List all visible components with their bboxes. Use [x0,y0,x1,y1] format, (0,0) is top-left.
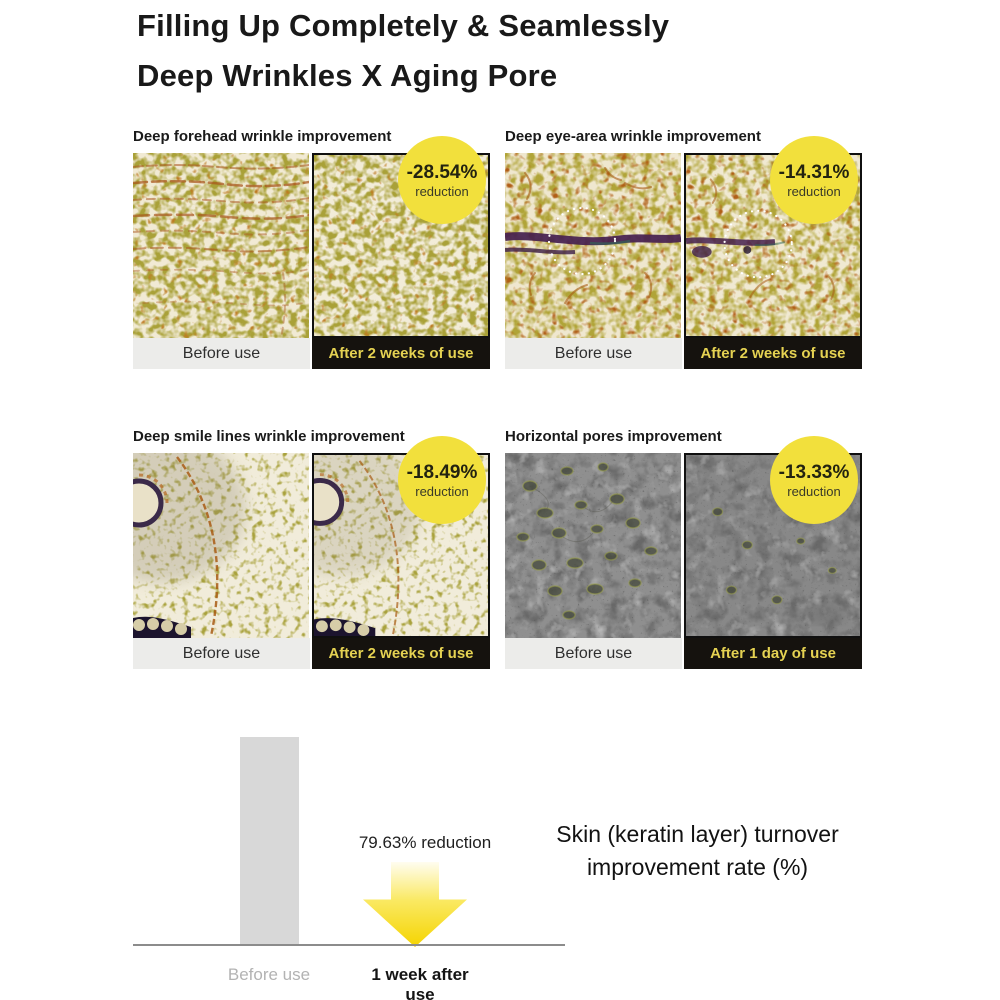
chart-title-line-2: improvement rate (%) [586,854,809,880]
panel-title: Deep smile lines wrinkle improvement [133,428,405,445]
badge-caption: reduction [787,183,841,199]
chart-title [540,818,855,884]
chart-bar-before [240,737,299,944]
chart-title-line-1: Skin (keratin layer) turnover [556,821,839,847]
before-photo-pores [505,453,681,638]
before-use-caption: Before use [133,338,310,369]
panel-title: Deep eye-area wrinkle improvement [505,128,761,145]
panel-forehead [133,128,490,370]
reduction-badge [770,436,858,524]
badge-caption: reduction [415,483,469,499]
panel-pores [505,428,862,670]
before-photo-smile [133,453,309,638]
badge-caption: reduction [787,483,841,499]
before-use-caption: Before use [133,638,310,669]
panel-eye-area [505,128,862,370]
chart-category-before: Before use [227,965,311,984]
badge-value: -13.33% [778,461,850,483]
badge-value: -28.54% [406,161,478,183]
after-use-caption: After 1 day of use [684,638,862,669]
chart-annotation: 79.63% reduction [358,833,492,852]
page-title-line-2: Deep Wrinkles X Aging Pore [137,58,558,93]
reduction-badge [398,436,486,524]
panel-smile-lines [133,428,490,670]
after-use-caption: After 2 weeks of use [312,638,490,669]
down-arrow-icon [363,862,467,947]
badge-caption: reduction [415,183,469,199]
reduction-badge [770,136,858,224]
after-use-caption: After 2 weeks of use [312,338,490,369]
chart-category-after: 1 week after use [371,965,469,1000]
page-title [137,1,669,101]
chart-baseline [133,944,565,946]
before-photo-forehead [133,153,309,338]
before-photo-eye [505,153,681,338]
panel-title: Horizontal pores improvement [505,428,722,445]
before-use-caption: Before use [505,338,682,369]
badge-value: -18.49% [406,461,478,483]
after-use-caption: After 2 weeks of use [684,338,862,369]
before-use-caption: Before use [505,638,682,669]
page-title-line-1: Filling Up Completely & Seamlessly [137,8,670,43]
panel-title: Deep forehead wrinkle improvement [133,128,392,145]
badge-value: -14.31% [778,161,850,183]
reduction-badge [398,136,486,224]
